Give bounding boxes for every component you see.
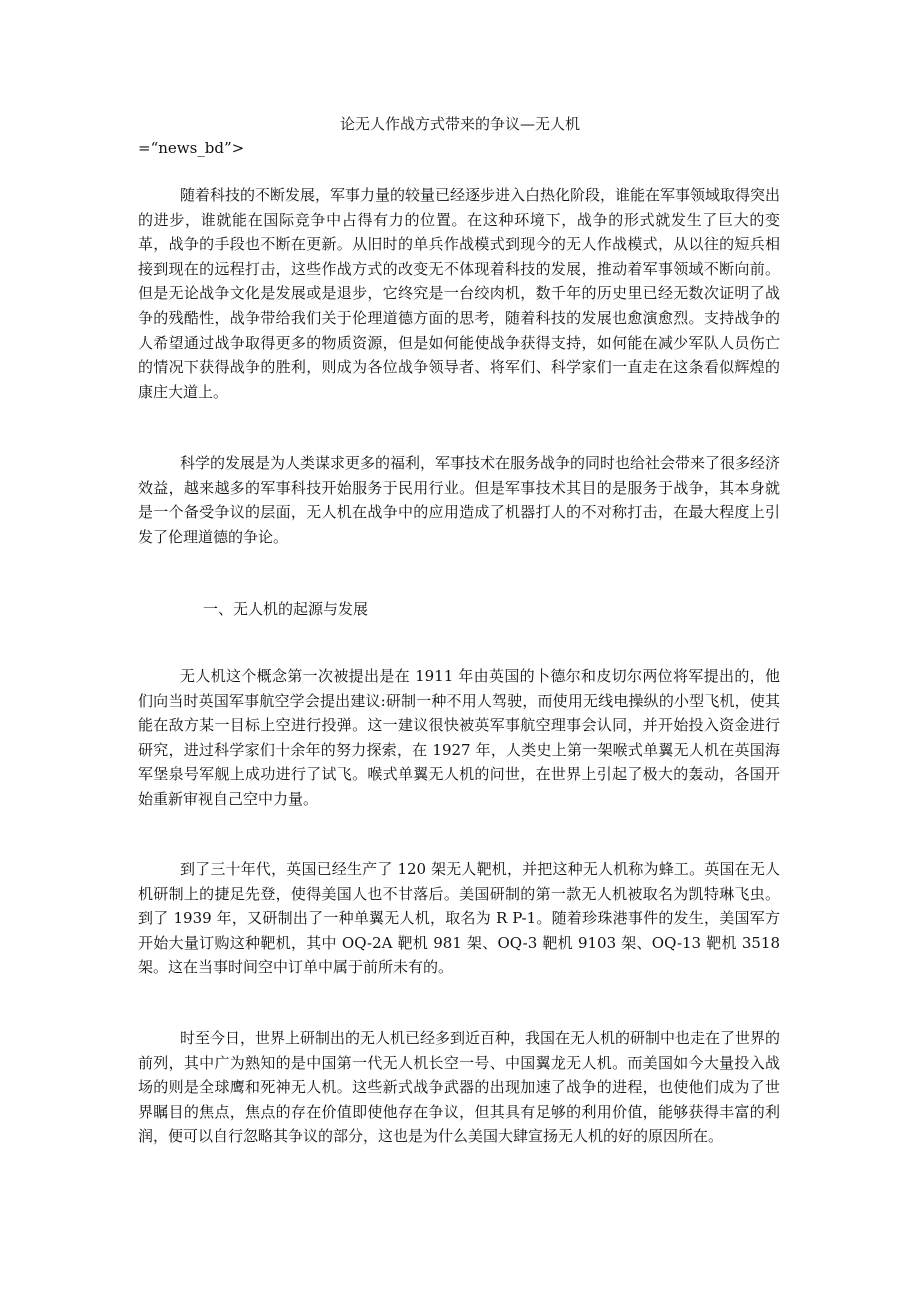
code-fragment: =“news_bd”> [138, 139, 245, 157]
section-heading: 一、无人机的起源与发展 [203, 600, 369, 618]
paragraph-science: 科学的发展是为人类谋求更多的福利，军事技术在服务战争的同时也给社会带来了很多经济效益，越来越多的军事科技开始服务于民用行业。但是军事技术其目的是服务于战争，其本身就是一个备受争议的层面，无人机在战争中的应用造成了机器打人的不对称打击，在最大程度上引发了伦理道德的争论。 [138, 454, 781, 546]
paragraph-today: 时至今日，世界上研制出的无人机已经多到近百种，我国在无人机的研制中也走在了世界的前列，其中广为熟知的是中国第一代无人机长空一号、中国翼龙无人机。而美国如今大量投入战场的则是全球鹰和死神无人机。这些新式战争武器的出现加速了战争的进程，也使他们成为了世界瞩目的焦点，焦点的存在价值即使他存在争议，但其具有足够的利用价值，能够获得丰富的利润，便可以自行忽略其争议的部分，这也是为什么美国大肆宣扬无人机的好的原因所在。 [138, 1029, 781, 1146]
paragraph-thirties: 到了三十年代，英国已经生产了 120 架无人靶机，并把这种无人机称为蜂工。英国在无人机研制上的捷足先登，使得美国人也不甘落后。美国研制的第一款无人机被取名为凯特琳飞虫。到了 1939 年，又研制出了一种单翼无人机，取名为 R P-1。随着珍珠港事件的发生，美国军方开始大量订购这种靶机，其中 OQ-2A 靶机 981 架、OQ-3 靶机 9103 架、OQ-13 靶机 3518 架。这在当事时间空中订单中属于前所未有的。 [138, 860, 780, 977]
paragraph-origin: 无人机这个概念第一次被提出是在 1911 年由英国的卜德尔和皮切尔两位将军提出的，他们向当时英国军事航空学会提出建议:研制一种不用人驾驶，而使用无线电操纵的小型飞机，使其能在敌方某一目标上空进行投弹。这一建议很快被英军事航空理事会认同，并开始投入资金进行研究，进过科学家们十余年的努力探索，在 1927 年，人类史上第一架喉式单翼无人机在英国海军堡泉号军舰上成功进行了试飞。喉式单翼无人机的问世，在世界上引起了极大的轰动，各国开始重新审视自己空中力量。 [138, 667, 780, 808]
page-title: 论无人作战方式带来的争议—无人机 [339, 115, 580, 133]
paragraph-intro: 随着科技的不断发展，军事力量的较量已经逐步进入白热化阶段，谁能在军事领域取得突出的进步，谁就能在国际竞争中占得有力的位置。在这种环境下，战争的形式就发生了巨大的变革，战争的手段也不断在更新。从旧时的单兵作战模式到现今的无人作战模式，从以往的短兵相接到现在的远程打击，这些作战方式的改变无不体现着科技的发展，推动着军事领域不断向前。但是无论战争文化是发展或是退步，它终究是一台绞肉机，数千年的历史里已经无数次证明了战争的残酷性，战争带给我们关于伦理道德方面的思考，随着科技的发展也愈演愈烈。支持战争的人希望通过战争取得更多的物质资源，但是如何能使战争获得支持，如何能在减少军队人员伤亡的情况下获得战争的胜利，则成为各位战争领导者、将军们、科学家们一直走在这条看似辉煌的康庄大道上。 [138, 186, 781, 401]
